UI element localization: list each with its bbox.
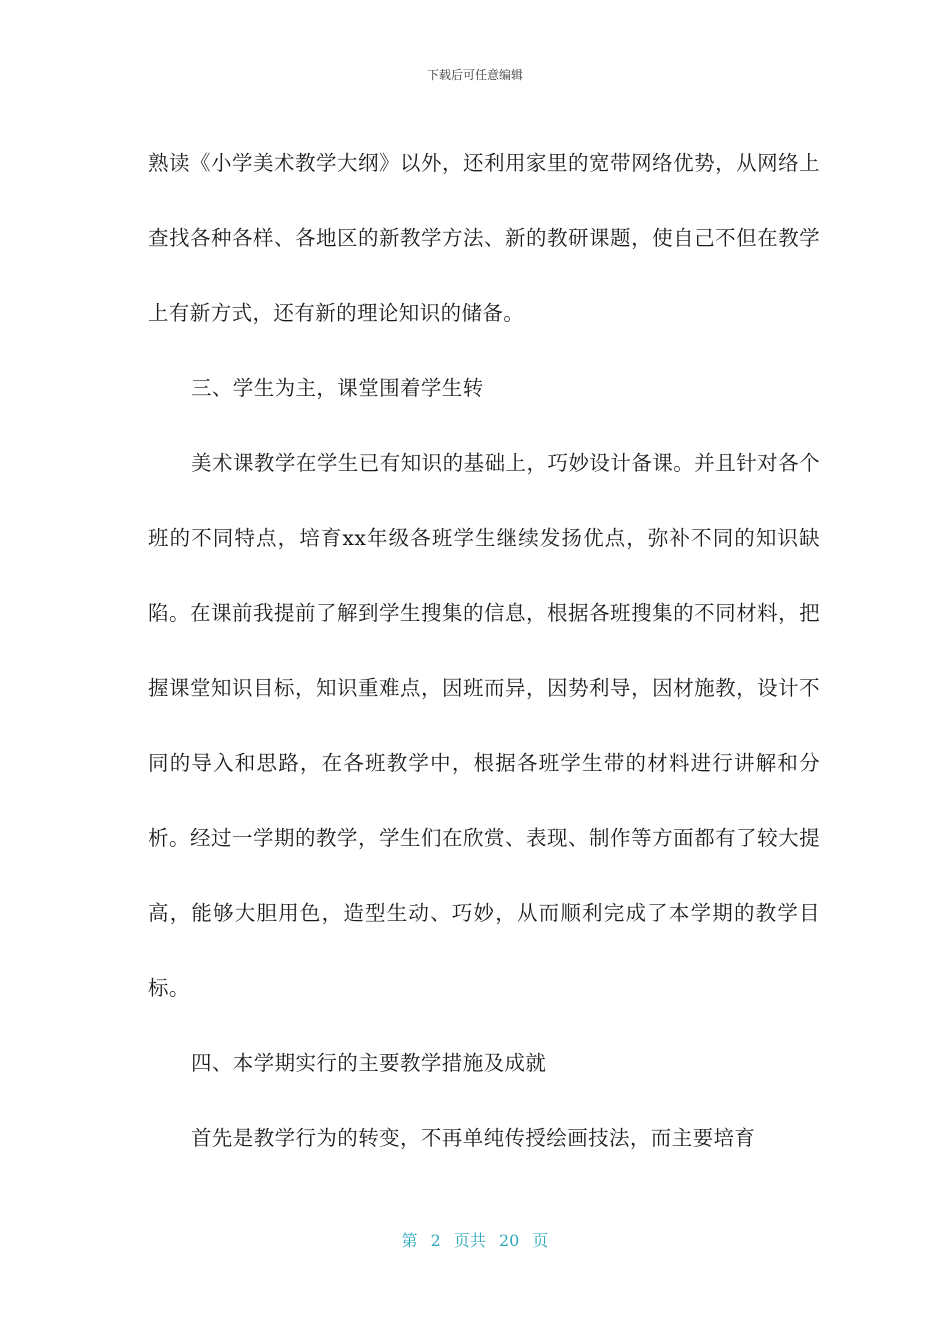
paragraph: 熟读《小学美术教学大纲》以外，还利用家里的宽带网络优势，从网络上查找各种各样、各地区的新教学方法、新的教研课题，使自己不但在教学上有新方式，还有新的理论知识的储备。 (148, 151, 820, 325)
paragraph: 首先是教学行为的转变，不再单纯传授绘画技法，而主要培育 (191, 1126, 756, 1150)
page-footer: 第 2 页共 20 页 (401, 1231, 549, 1250)
page-header: 下载后可任意编辑 (426, 68, 523, 82)
document-body (148, 126, 820, 1176)
section-heading: 三、学生为主，课堂围着学生转 (191, 376, 484, 400)
paragraph: 美术课教学在学生已有知识的基础上，巧妙设计备课。并且针对各个班的不同特点，培育xx年级各班学生继续发扬优点，弥补不同的知识缺陷。在课前我提前了解到学生搜集的信息，根据各班搜集的不同材料，把握课堂知识目标，知识重难点，因班而异，因势利导，因材施教，设计不同的导入和思路，在各班教学中，根据各班学生带的材料进行讲解和分析。经过一学期的教学，学生们在欣赏、表现、制作等方面都有了较大提高，能够大胆用色，造型生动、巧妙，从而顺利完成了本学期的教学目标。 (148, 451, 820, 1000)
section-heading: 四、本学期实行的主要教学措施及成就 (191, 1051, 547, 1075)
